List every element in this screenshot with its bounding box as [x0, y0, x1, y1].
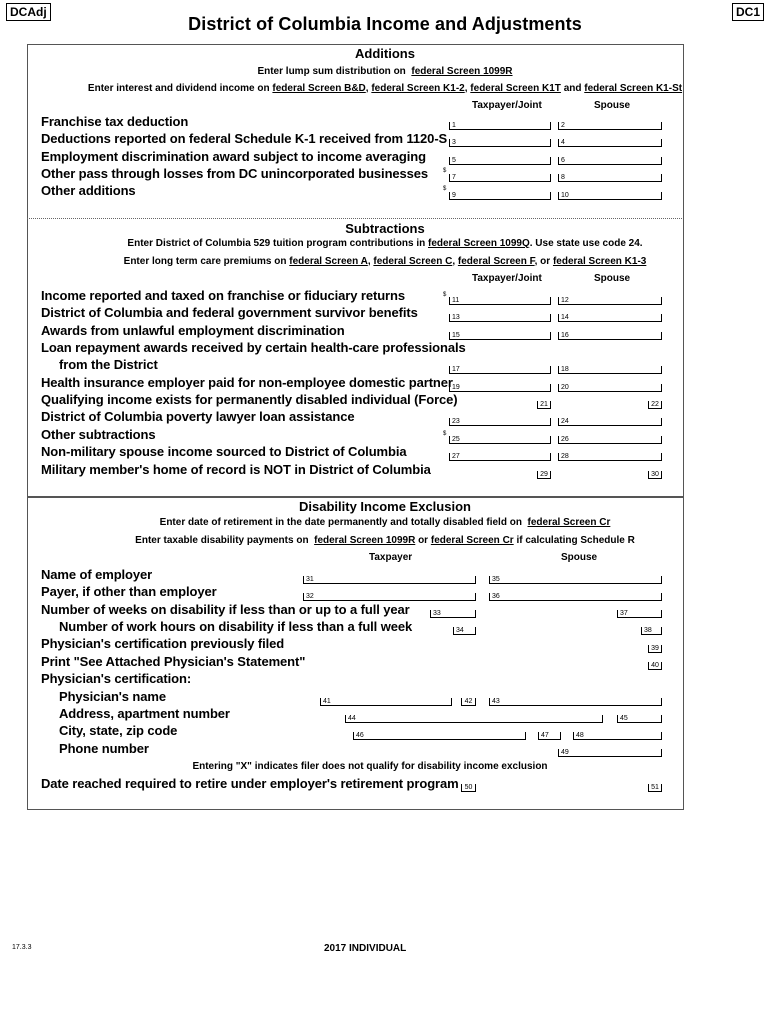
field-9[interactable]: 9 [449, 192, 551, 200]
line-permanently-disabled: Qualifying income exists for permanently disabled individual (Force) [41, 392, 458, 407]
field-20[interactable]: 20 [558, 384, 662, 392]
col-spouse: Spouse [594, 100, 631, 111]
line-other-additions: Other additions [41, 183, 136, 198]
link-federal-screen-cr[interactable]: federal Screen Cr [527, 517, 611, 528]
field-49[interactable]: 49 [558, 749, 662, 757]
line-poverty-lawyer: District of Columbia poverty lawyer loan assistance [41, 409, 355, 424]
link-federal-screen-k1-3[interactable]: federal Screen K1-3 [552, 256, 647, 267]
subtractions-instruction-2: Enter long term care premiums on federal Screen A, federal Screen C, federal Screen F, or federal Screen K1-3 [123, 256, 647, 267]
line-loan-repayment: Loan repayment awards received by certain health-care professionals [41, 340, 466, 355]
field-24[interactable]: 24 [558, 418, 662, 426]
field-41[interactable]: 41 [320, 698, 452, 706]
col-spouse: Spouse [594, 273, 631, 284]
disability-heading: Disability Income Exclusion [299, 499, 471, 514]
line-phone: Phone number [59, 741, 149, 756]
col-spouse: Spouse [561, 552, 598, 563]
line-name-employer: Name of employer [41, 567, 153, 582]
field-11[interactable]: 11 [449, 297, 551, 305]
field-14[interactable]: 14 [558, 314, 662, 322]
disability-instruction-2: Enter taxable disability payments on federal Screen 1099R or federal Screen Cr if calculating Schedule R [135, 535, 635, 546]
field-36[interactable]: 36 [489, 593, 662, 601]
field-6[interactable]: 6 [558, 157, 662, 165]
field-3[interactable]: 3 [449, 139, 551, 147]
field-35[interactable]: 35 [489, 576, 662, 584]
form-id-tag: DCAdj [6, 3, 51, 21]
additions-instruction-1: Enter lump sum distribution on federal Screen 1099R [257, 66, 513, 77]
field-15[interactable]: 15 [449, 332, 551, 340]
link-federal-screen-cr[interactable]: federal Screen Cr [430, 535, 514, 546]
line-unlawful-employment: Awards from unlawful employment discrimination [41, 323, 345, 338]
subtractions-heading: Subtractions [345, 221, 425, 236]
line-loan-repayment-cont: from the District [59, 357, 158, 372]
line-address: Address, apartment number [59, 706, 230, 721]
field-51[interactable]: 51 [648, 784, 662, 792]
link-federal-screen-f[interactable]: federal Screen F [457, 256, 535, 267]
line-physician-cert-filed: Physician's certification previously filed [41, 636, 285, 651]
link-federal-screen-k1-2[interactable]: federal Screen K1-2 [371, 83, 465, 94]
field-42[interactable]: 42 [461, 698, 476, 706]
disability-instruction-1: Enter date of retirement in the date permanently and totally disabled field on federal Screen Cr [159, 517, 611, 528]
field-22[interactable]: 22 [648, 401, 662, 409]
field-5[interactable]: 5 [449, 157, 551, 165]
line-retirement-date: Date reached required to retire under employer's retirement program [41, 776, 459, 791]
link-federal-screen-a[interactable]: federal Screen A [289, 256, 368, 267]
field-44[interactable]: 44 [345, 715, 603, 723]
link-federal-screen-1099r[interactable]: federal Screen 1099R [411, 66, 513, 77]
field-39[interactable]: 39 [648, 645, 662, 653]
line-k1-1120s: Deductions reported on federal Schedule K-1 received from 1120-S [41, 131, 448, 146]
dollar-sign: $ [443, 292, 447, 298]
additions-heading: Additions [355, 46, 415, 61]
link-federal-screen-k1t[interactable]: federal Screen K1T [470, 83, 561, 94]
field-27[interactable]: 27 [449, 453, 551, 461]
field-31[interactable]: 31 [303, 576, 476, 584]
field-37[interactable]: 37 [617, 610, 662, 618]
link-federal-screen-c[interactable]: federal Screen C [373, 256, 453, 267]
additions-instruction-2: Enter interest and dividend income on federal Screen B&D, federal Screen K1-2, federal Screen K1T and federal Screen K1-St [87, 83, 683, 94]
field-2[interactable]: 2 [558, 122, 662, 130]
field-50[interactable]: 50 [461, 784, 476, 792]
line-physician-cert: Physician's certification: [41, 671, 192, 686]
field-32[interactable]: 32 [303, 593, 476, 601]
link-federal-screen-1099r[interactable]: federal Screen 1099R [314, 535, 416, 546]
link-federal-screen-k1-st[interactable]: federal Screen K1-St [584, 83, 683, 94]
field-8[interactable]: 8 [558, 174, 662, 182]
field-25[interactable]: 25 [449, 436, 551, 444]
page-id-tag: DC1 [732, 3, 764, 21]
line-military-home: Military member's home of record is NOT in District of Columbia [41, 462, 431, 477]
field-21[interactable]: 21 [537, 401, 551, 409]
section-divider [27, 218, 682, 219]
dollar-sign: $ [443, 431, 447, 437]
subtractions-instruction-1: Enter District of Columbia 529 tuition program contributions in federal Screen 1099Q. Use state use code 24. [127, 238, 643, 249]
line-payer: Payer, if other than employer [41, 584, 217, 599]
form-footer: 2017 INDIVIDUAL [324, 943, 407, 954]
field-47[interactable]: 47 [538, 732, 561, 740]
field-33[interactable]: 33 [430, 610, 476, 618]
dollar-sign: $ [443, 186, 447, 192]
field-1[interactable]: 1 [449, 122, 551, 130]
field-38[interactable]: 38 [641, 627, 662, 635]
field-40[interactable]: 40 [648, 662, 662, 670]
col-taxpayer-joint: Taxpayer/Joint [472, 100, 542, 111]
line-city-state-zip: City, state, zip code [59, 723, 178, 738]
field-26[interactable]: 26 [558, 436, 662, 444]
line-work-hours: Number of work hours on disability if less than a full week [59, 619, 413, 634]
field-30[interactable]: 30 [648, 471, 662, 479]
version-number: 17.3.3 [12, 944, 32, 951]
field-16[interactable]: 16 [558, 332, 662, 340]
line-franchise-tax: Franchise tax deduction [41, 114, 189, 129]
field-18[interactable]: 18 [558, 366, 662, 374]
line-health-insurance: Health insurance employer paid for non-employee domestic partner [41, 375, 453, 390]
field-34[interactable]: 34 [453, 627, 476, 635]
dollar-sign: $ [443, 168, 447, 174]
x-note: Entering "X" indicates filer does not qualify for disability income exclusion [192, 761, 548, 772]
field-19[interactable]: 19 [449, 384, 551, 392]
field-12[interactable]: 12 [558, 297, 662, 305]
line-non-military-spouse: Non-military spouse income sourced to District of Columbia [41, 444, 407, 459]
col-taxpayer-joint: Taxpayer/Joint [472, 273, 542, 284]
field-48[interactable]: 48 [573, 732, 662, 740]
line-survivor-benefits: District of Columbia and federal government survivor benefits [41, 305, 418, 320]
line-other-subtractions: Other subtractions [41, 427, 156, 442]
line-pass-through-losses: Other pass through losses from DC unincorporated businesses [41, 166, 429, 181]
page-title: District of Columbia Income and Adjustments [188, 14, 582, 34]
line-weeks-disability: Number of weeks on disability if less than or up to a full year [41, 602, 410, 617]
line-franchise-fiduciary: Income reported and taxed on franchise or fiduciary returns [41, 288, 405, 303]
field-45[interactable]: 45 [617, 715, 662, 723]
field-28[interactable]: 28 [558, 453, 662, 461]
link-federal-screen-bd[interactable]: federal Screen B&D [272, 83, 366, 94]
field-7[interactable]: 7 [449, 174, 551, 182]
col-taxpayer: Taxpayer [369, 552, 413, 563]
field-4[interactable]: 4 [558, 139, 662, 147]
link-federal-screen-1099q[interactable]: federal Screen 1099Q [428, 238, 530, 249]
field-23[interactable]: 23 [449, 418, 551, 426]
field-29[interactable]: 29 [537, 471, 551, 479]
line-print-statement: Print "See Attached Physician's Statement" [41, 654, 306, 669]
field-43[interactable]: 43 [489, 698, 662, 706]
line-employment-discrimination: Employment discrimination award subject to income averaging [41, 149, 426, 164]
field-46[interactable]: 46 [353, 732, 526, 740]
field-13[interactable]: 13 [449, 314, 551, 322]
line-physician-name: Physician's name [59, 689, 166, 704]
field-10[interactable]: 10 [558, 192, 662, 200]
field-17[interactable]: 17 [449, 366, 551, 374]
